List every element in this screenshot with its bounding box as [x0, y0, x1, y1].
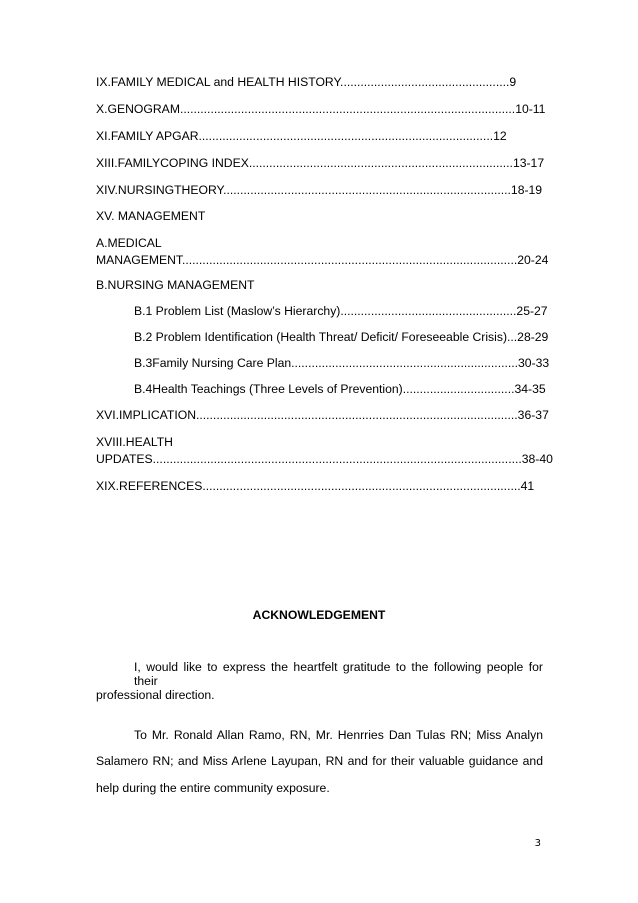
toc-entry: XIV.NURSINGTHEORY.....................................................................................18-19: [96, 183, 543, 197]
toc-subentry: B.4Health Teachings (Three Levels of Prevention).................................34-35: [134, 382, 546, 396]
toc-entry: XVIII.HEALTH: [96, 435, 173, 449]
page-number: 3: [534, 838, 541, 849]
acknowledgement-paragraph-line: I, would like to express the heartfelt gratitude to the following people for their: [134, 660, 543, 688]
acknowledgement-title: ACKNOWLEDGEMENT: [252, 608, 386, 622]
toc-subentry: B.3Family Nursing Care Plan...................................................................30-33: [134, 356, 550, 370]
toc-entry: IX.FAMILY MEDICAL and HEALTH HISTORY..................................................9: [96, 75, 517, 89]
acknowledgement-paragraph-line: To Mr. Ronald Allan Ramo, RN, Mr. Henrries Dan Tulas RN; Miss Analyn: [134, 728, 543, 742]
acknowledgement-paragraph-line: Salamero RN; and Miss Arlene Layupan, RN and for their valuable guidance and: [96, 754, 543, 768]
toc-entry: XI.FAMILY APGAR.......................................................................................12: [96, 129, 507, 143]
toc-entry: UPDATES.............................................................................................................38-40: [96, 452, 553, 466]
toc-subentry: B.1 Problem List (Maslow’s Hierarchy)....................................................25-27: [134, 304, 548, 318]
toc-entry: XIX.REFERENCES..............................................................................................41: [96, 479, 535, 493]
toc-section-heading: XV. MANAGEMENT: [96, 209, 206, 223]
toc-entry: A.MEDICAL: [96, 236, 162, 250]
acknowledgement-paragraph-line: professional direction.: [96, 688, 215, 702]
toc-entry: XVI.IMPLICATION...............................................................................................36-37: [96, 408, 549, 422]
acknowledgement-paragraph-line: help during the entire community exposure.: [96, 781, 330, 795]
toc-entry: X.GENOGRAM...................................................................................................10-11: [96, 102, 546, 116]
toc-entry: XIII.FAMILYCOPING INDEX..............................................................................13-17: [96, 156, 545, 170]
toc-subsection-heading: B.NURSING MANAGEMENT: [96, 278, 255, 292]
toc-subentry: B.2 Problem Identification (Health Threat/ Deficit/ Foreseeable Crisis)...28-29: [134, 330, 549, 344]
toc-entry: MANAGEMENT...................................................................................................20-24: [96, 253, 549, 267]
